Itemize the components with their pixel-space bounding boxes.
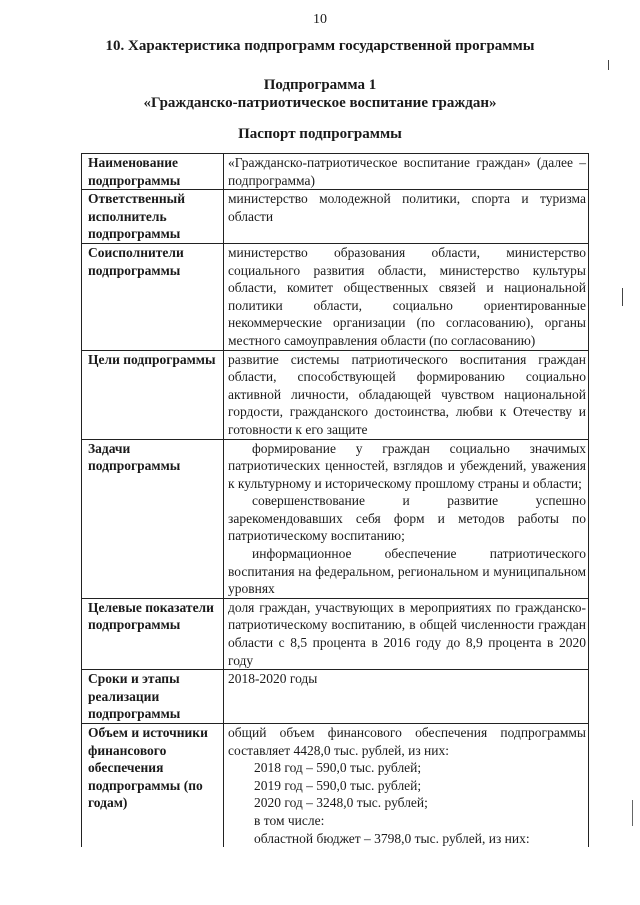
funding-line: 2019 год – 590,0 тыс. рублей; — [254, 777, 422, 793]
passport-title: Паспорт подпрограммы — [238, 126, 402, 142]
subprogram-title-line2: «Гражданско-патриотическое воспитание граждан» — [143, 95, 497, 111]
task-item: информационное обеспечение патриотического воспитания на федеральном, региональном и муниципальном уровнях — [228, 546, 586, 597]
subprogram-title-line1: Подпрограмма 1 — [263, 77, 377, 93]
funding-line: в том числе: — [254, 812, 325, 828]
row-label: Целевые показатели подпрограммы — [82, 598, 224, 669]
table-row — [82, 243, 589, 350]
table-row — [82, 724, 589, 848]
task-item: совершенствование и развитие успешно зарекомендовавших себя форм и методов работы по патриотическому воспитанию; — [228, 493, 586, 544]
row-value — [224, 724, 589, 848]
funding-line: 2020 год – 3248,0 тыс. рублей; — [254, 795, 428, 811]
funding-intro: общий объем финансового обеспечения подпрограммы составляет 4428,0 тыс. рублей, из них: — [228, 725, 586, 758]
task-item: формирование у граждан социально значимых патриотических ценностей, взглядов и убеждений, уважения к культурному и историческому прошлому страны и области; — [228, 440, 586, 491]
row-value — [224, 439, 589, 598]
section-title: 10. Характеристика подпрограмм государственной программы — [105, 38, 535, 54]
row-label: Цели подпрограммы — [82, 350, 224, 439]
table-row — [82, 350, 589, 439]
row-label: Задачи подпрограммы — [82, 439, 224, 598]
table-row — [82, 154, 589, 190]
funding-line: 2018 год – 590,0 тыс. рублей; — [254, 760, 422, 776]
table-row — [82, 439, 589, 598]
row-value: 2018-2020 годы — [224, 670, 589, 724]
page-number: 10 — [313, 12, 327, 27]
row-label: Сроки и этапы реализации подпрограммы — [82, 670, 224, 724]
row-label: Наименование подпрограммы — [82, 154, 224, 190]
table-row — [82, 598, 589, 669]
table-row — [82, 670, 589, 724]
subprogram-title — [0, 76, 640, 112]
row-value: министерство молодежной политики, спорта и туризма области — [224, 190, 589, 244]
scan-edge-mark — [608, 60, 609, 70]
row-value: министерство образования области, министерство социального развития области, министерство культуры области, комитет общественных связей и национальной политики области, социально ориентированные некоммерческие организации (по согласованию), органы местного самоуправления области (по согласованию) — [224, 243, 589, 350]
row-label: Соисполнители подпрограммы — [82, 243, 224, 350]
row-label: Объем и источники финансового обеспечения подпрограммы (по годам) — [82, 724, 224, 848]
scan-edge-mark — [632, 800, 633, 826]
passport-table — [81, 153, 589, 847]
row-value: развитие системы патриотического воспитания граждан области, способствующей формированию социально активной личности, обладающей чувством национальной гордости, гражданского достоинства, любви к Отечеству и готовности к его защите — [224, 350, 589, 439]
scan-edge-mark — [622, 288, 623, 306]
row-value: доля граждан, участвующих в мероприятиях по гражданско-патриотическому воспитанию, в общей численности граждан области с 8,5 процента в 2016 году до 8,9 процента в 2020 году — [224, 598, 589, 669]
row-value: «Гражданско-патриотическое воспитание граждан» (далее – подпрограмма) — [224, 154, 589, 190]
row-label: Ответственный исполнитель подпрограммы — [82, 190, 224, 244]
funding-line: областной бюджет – 3798,0 тыс. рублей, из них: — [254, 830, 530, 846]
table-row — [82, 190, 589, 244]
